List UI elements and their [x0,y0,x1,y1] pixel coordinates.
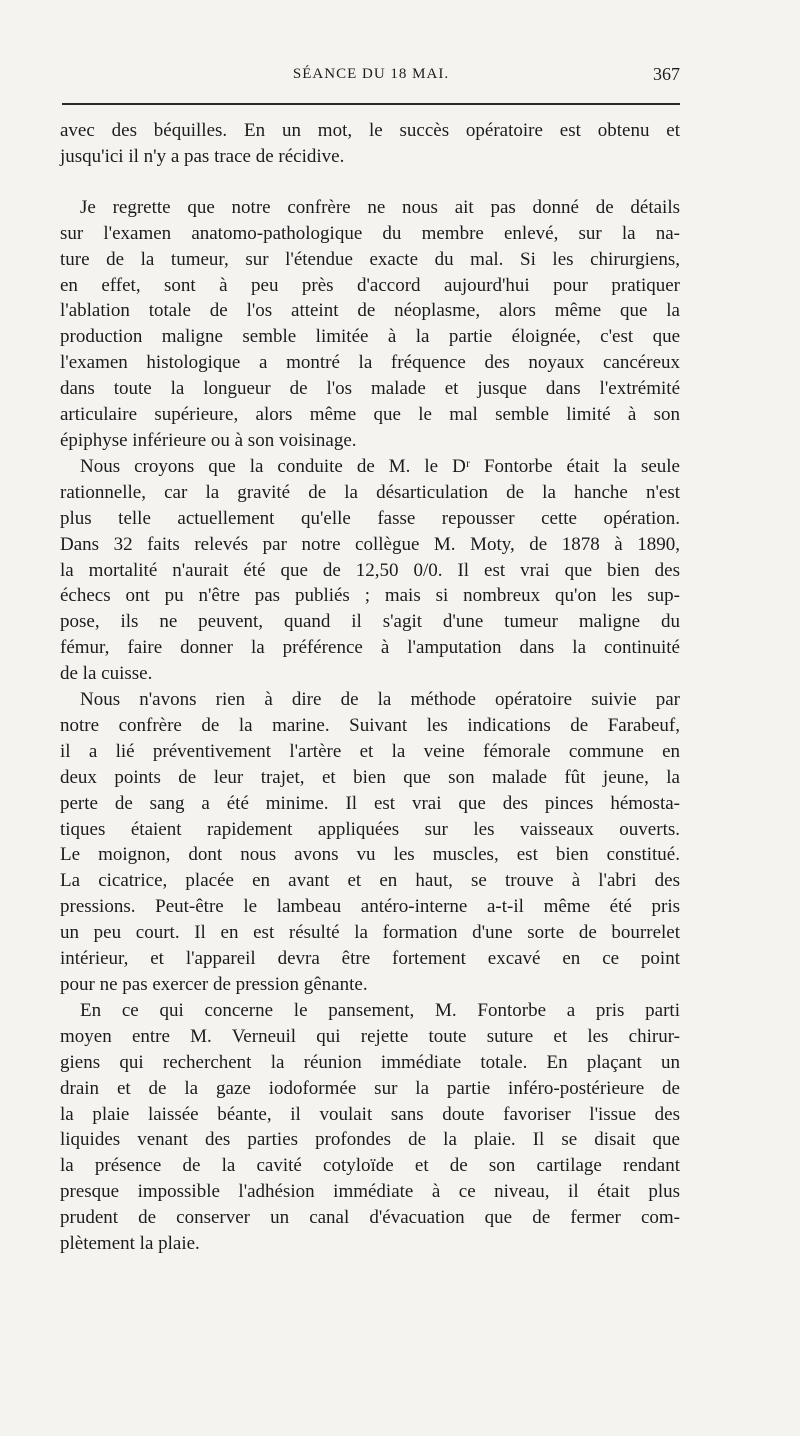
text-line: pressions. Peut-être le lambeau antéro-interne a-t-il même été pris [60,896,680,918]
paragraph-gap [60,170,680,195]
text-line: Nous croyons que la conduite de M. le Dʳ Fontorbe était la seule [80,455,680,477]
text-line: production maligne semble limitée à la partie éloignée, c'est que [60,326,680,348]
text-line: en effet, sont à peu près d'accord aujourd'hui pour pratiquer [60,274,680,296]
text-line: tiques étaient rapidement appliquées sur les vaisseaux ouverts. [60,818,680,840]
page-number: 367 [653,64,680,84]
text-line: échecs ont pu n'être pas publiés ; mais si nombreux qu'on les sup- [60,585,680,607]
header-rule [62,103,680,105]
text-line: de la cuisse. [60,663,153,685]
text-line: deux points de leur trajet, et bien que son malade fût jeune, la [60,766,680,788]
text-line: moyen entre M. Verneuil qui rejette toute suture et les chirur- [60,1025,680,1047]
text-line: dans toute la longueur de l'os malade et jusque dans l'extrémité [60,378,680,400]
text-line: la présence de la cavité cotyloïde et de son cartilage rendant [60,1155,680,1177]
text-line: Dans 32 faits relevés par notre collègue M. Moty, de 1878 à 1890, [60,533,680,555]
body-text [60,118,680,1257]
text-line: plètement la plaie. [60,1233,200,1255]
text-line: pour ne pas exercer de pression gênante. [60,974,368,995]
paragraph-3 [60,454,680,687]
text-line: il a lié préventivement l'artère et la veine fémorale commune en [60,740,680,762]
paragraph-4 [60,687,680,998]
running-header [62,66,680,90]
text-line: jusqu'ici il n'y a pas trace de récidive. [60,145,345,167]
text-line: ture de la tumeur, sur l'étendue exacte du mal. Si les chirurgiens, [60,248,680,270]
text-line: rationnelle, car la gravité de la désarticulation de la hanche n'est [60,481,680,503]
text-line: l'examen histologique a montré la fréquence des noyaux cancéreux [60,352,680,374]
paragraph-1 [60,118,680,170]
text-line: prudent de conserver un canal d'évacuation que de fermer com- [60,1207,680,1229]
text-line: épiphyse inférieure ou à son voisinage. [60,429,357,451]
text-line: drain et de la gaze iodoformée sur la partie inféro-postérieure de [60,1077,680,1099]
text-line: la mortalité n'aurait été que de 12,50 0/0. Il est vrai que bien des [60,559,680,581]
text-line: avec des béquilles. En un mot, le succès opératoire est obtenu et [60,120,680,141]
text-line: liquides venant des parties profondes de la plaie. Il se disait que [60,1129,680,1151]
text-line: articulaire supérieure, alors même que le mal semble limité à son [60,404,680,426]
paragraph-2 [60,195,680,454]
text-line: pose, ils ne peuvent, quand il s'agit d'une tumeur maligne du [60,611,680,633]
text-line: notre confrère de la marine. Suivant les indications de Farabeuf, [60,714,680,736]
text-line: Nous n'avons rien à dire de la méthode opératoire suivie par [80,689,680,711]
text-line: fémur, faire donner la préférence à l'amputation dans la continuité [60,637,680,659]
text-line: sur l'examen anatomo-pathologique du membre enlevé, sur la na- [60,222,680,244]
text-line: la plaie laissée béante, il voulait sans doute favoriser l'issue des [60,1103,680,1125]
paragraph-5 [60,998,680,1257]
text-line: Je regrette que notre confrère ne nous ait pas donné de détails [80,196,680,218]
text-line: plus telle actuellement qu'elle fasse repousser cette opération. [60,507,680,529]
text-line: presque impossible l'adhésion immédiate à ce niveau, il était plus [60,1181,680,1203]
text-line: perte de sang a été minime. Il est vrai que des pinces hémosta- [60,792,680,814]
text-line: un peu court. Il en est résulté la formation d'une sorte de bourrelet [60,922,680,944]
text-line: La cicatrice, placée en avant et en haut, se trouve à l'abri des [60,870,680,892]
running-title: SÉANCE DU 18 MAI. [292,66,450,82]
text-line: giens qui recherchent la réunion immédiate totale. En plaçant un [60,1051,680,1073]
text-line: En ce qui concerne le pansement, M. Fontorbe a pris parti [80,999,680,1021]
text-line: l'ablation totale de l'os atteint de néoplasme, alors même que la [60,300,680,322]
text-line: Le moignon, dont nous avons vu les muscles, est bien constitué. [60,844,680,866]
text-line: intérieur, et l'appareil devra être fortement excavé en ce point [60,948,680,970]
